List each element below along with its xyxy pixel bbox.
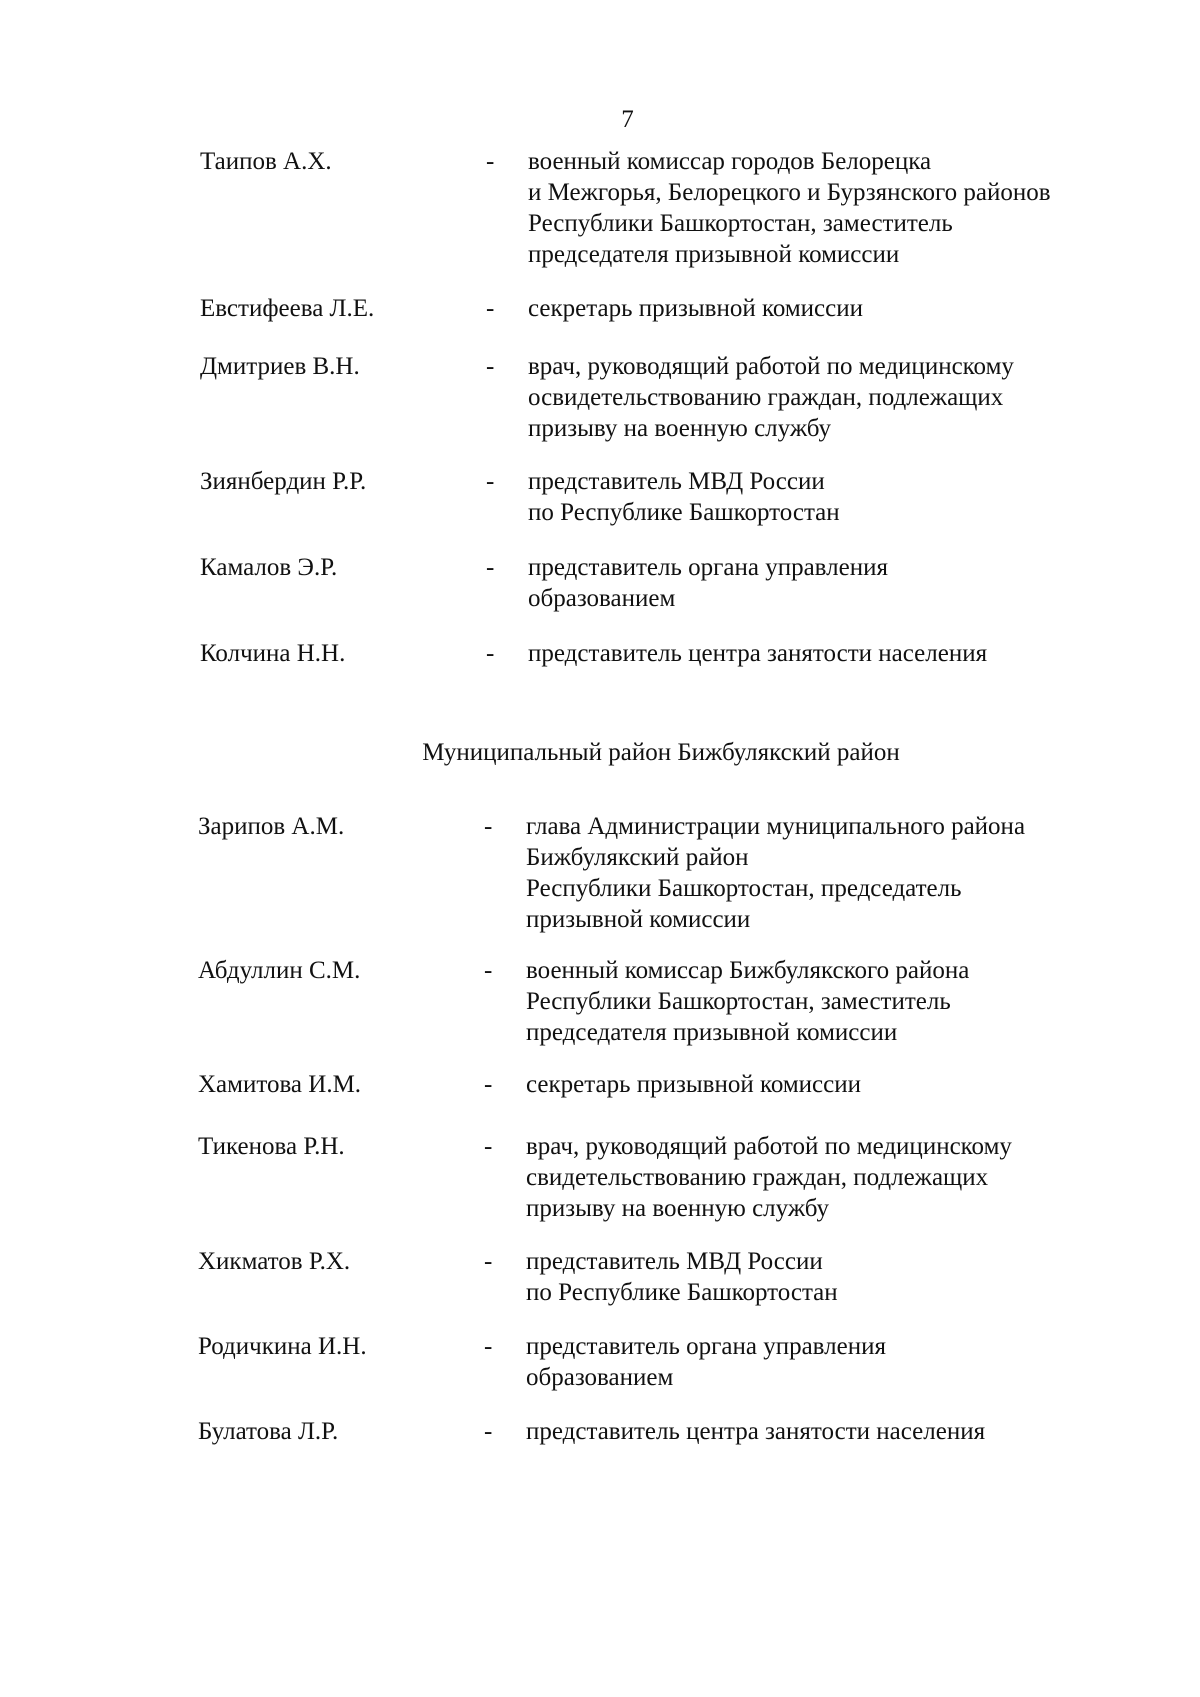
member-role-line: секретарь призывной комиссии — [526, 1071, 862, 1098]
member-role-line: представитель органа управления — [526, 1333, 886, 1360]
member-role-line: председателя призывной комиссии — [528, 241, 900, 268]
member-role-line: представитель органа управления — [528, 554, 888, 581]
member-role — [526, 955, 969, 1048]
member-name: Зарипов А.М. — [198, 813, 345, 840]
member-role-line: и Межгорья, Белорецкого и Бурзянского районов — [528, 179, 1051, 206]
member-name: Родичкина И.Н. — [198, 1333, 367, 1360]
member-role-line: свидетельствованию граждан, подлежащих — [526, 1164, 989, 1191]
member-name: Евстифеева Л.Е. — [200, 295, 375, 322]
member-name: Таипов А.Х. — [200, 148, 332, 175]
separator-dash: - — [484, 1133, 493, 1160]
member-role — [526, 1131, 1012, 1224]
member-role-line: председателя призывной комиссии — [526, 1019, 898, 1046]
member-name: Хамитова И.М. — [198, 1071, 362, 1098]
member-name: Хикматов Р.Х. — [198, 1248, 351, 1275]
member-name: Дмитриев В.Н. — [200, 353, 360, 380]
separator-dash: - — [486, 554, 495, 581]
member-role-line: представитель МВД России — [528, 468, 825, 495]
member-role-line: представитель МВД России — [526, 1248, 823, 1275]
separator-dash: - — [486, 295, 495, 322]
member-role — [526, 1331, 886, 1393]
member-role-line: врач, руководящий работой по медицинскому — [526, 1133, 1012, 1160]
member-name: Камалов Э.Р. — [200, 554, 338, 581]
member-name: Булатова Л.Р. — [198, 1418, 339, 1445]
member-role — [528, 466, 840, 528]
member-role-line: по Республике Башкортостан — [528, 499, 840, 526]
member-role-line: Республики Башкортостан, заместитель — [526, 988, 951, 1015]
member-role-line: образованием — [526, 1364, 674, 1391]
separator-dash: - — [484, 1418, 493, 1445]
member-role-line: секретарь призывной комиссии — [528, 295, 864, 322]
member-role-line: Республики Башкортостан, председатель — [526, 875, 962, 902]
member-role — [528, 293, 863, 324]
member-role-line: призывной комиссии — [526, 906, 751, 933]
member-name: Абдуллин С.М. — [198, 957, 361, 984]
member-role-line: врач, руководящий работой по медицинскому — [528, 353, 1014, 380]
member-role-line: Бижбулякский район — [526, 844, 749, 871]
separator-dash: - — [484, 957, 493, 984]
section-heading: Муниципальный район Бижбулякский район — [422, 739, 900, 766]
member-role — [526, 1246, 838, 1308]
member-role-line: военный комиссар городов Белорецка — [528, 148, 932, 175]
member-role-line: образованием — [528, 585, 676, 612]
member-role-line: по Республике Башкортостан — [526, 1279, 838, 1306]
member-role — [526, 1416, 985, 1447]
page-number: 7 — [621, 106, 634, 133]
member-role — [528, 146, 1051, 270]
member-name: Зиянбердин Р.Р. — [200, 468, 367, 495]
member-role — [526, 811, 1025, 935]
member-role — [528, 638, 987, 669]
member-role-line: призыву на военную службу — [526, 1195, 830, 1222]
separator-dash: - — [484, 1248, 493, 1275]
separator-dash: - — [486, 353, 495, 380]
separator-dash: - — [486, 468, 495, 495]
member-role-line: представитель центра занятости населения — [528, 640, 988, 667]
member-role-line: призыву на военную службу — [528, 415, 832, 442]
member-name: Колчина Н.Н. — [200, 640, 346, 667]
member-role-line: глава Администрации муниципального района — [526, 813, 1026, 840]
member-role-line: представитель центра занятости населения — [526, 1418, 986, 1445]
separator-dash: - — [484, 1333, 493, 1360]
separator-dash: - — [486, 148, 495, 175]
separator-dash: - — [486, 640, 495, 667]
separator-dash: - — [484, 813, 493, 840]
member-name: Тикенова Р.Н. — [198, 1133, 345, 1160]
member-role — [528, 552, 888, 614]
member-role — [526, 1069, 861, 1100]
member-role-line: военный комиссар Бижбулякского района — [526, 957, 970, 984]
member-role — [528, 351, 1014, 444]
separator-dash: - — [484, 1071, 493, 1098]
member-role-line: Республики Башкортостан, заместитель — [528, 210, 953, 237]
member-role-line: освидетельствованию граждан, подлежащих — [528, 384, 1004, 411]
